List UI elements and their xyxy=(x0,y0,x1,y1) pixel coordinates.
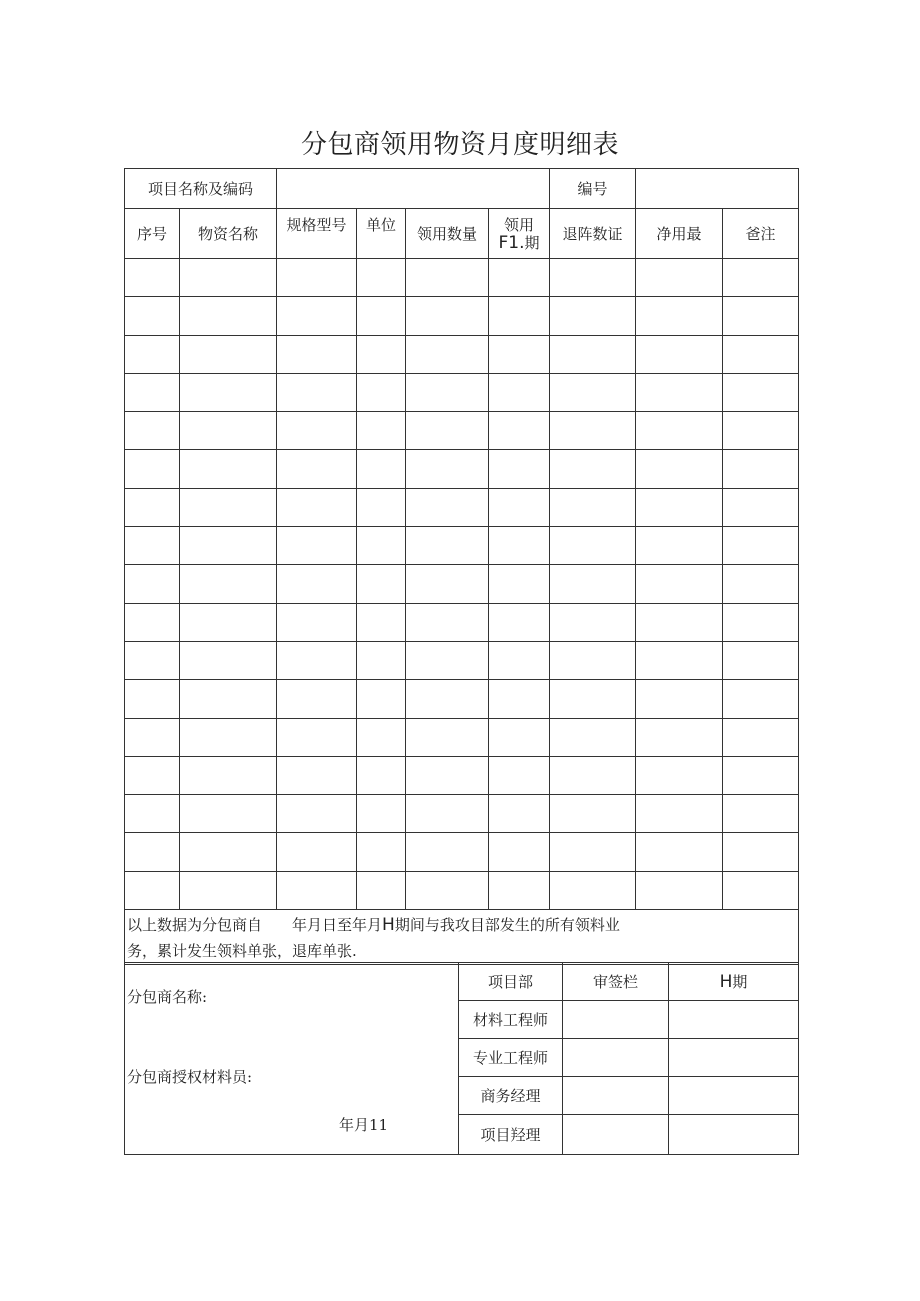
table-row xyxy=(125,412,799,450)
table-cell[interactable] xyxy=(723,565,799,603)
table-cell[interactable] xyxy=(489,718,550,756)
table-cell[interactable] xyxy=(180,450,277,488)
table-cell[interactable] xyxy=(125,871,180,909)
table-cell[interactable] xyxy=(489,527,550,565)
table-cell[interactable] xyxy=(125,335,180,373)
table-cell[interactable] xyxy=(125,756,180,794)
table-cell[interactable] xyxy=(277,603,357,641)
table-cell[interactable] xyxy=(636,641,723,679)
table-cell[interactable] xyxy=(406,718,489,756)
table-cell[interactable] xyxy=(406,488,489,526)
table-cell[interactable] xyxy=(180,680,277,718)
table-cell[interactable] xyxy=(277,833,357,871)
table-cell[interactable] xyxy=(406,833,489,871)
table-cell[interactable] xyxy=(277,373,357,411)
table-cell[interactable] xyxy=(723,450,799,488)
table-cell[interactable] xyxy=(180,833,277,871)
sub-name-label: 分包商名称: xyxy=(127,988,208,1006)
table-cell[interactable] xyxy=(406,871,489,909)
table-cell[interactable] xyxy=(406,412,489,450)
table-cell[interactable] xyxy=(550,373,636,411)
table-cell[interactable] xyxy=(636,565,723,603)
table-cell[interactable] xyxy=(406,795,489,833)
sub-date-label: 年月11 xyxy=(339,1116,389,1134)
table-cell[interactable] xyxy=(357,450,406,488)
table-cell[interactable] xyxy=(180,565,277,603)
table-cell[interactable] xyxy=(277,871,357,909)
table-cell[interactable] xyxy=(636,718,723,756)
table-cell[interactable] xyxy=(636,412,723,450)
table-cell[interactable] xyxy=(180,795,277,833)
subcontractor-panel xyxy=(125,963,459,1155)
table-cell[interactable] xyxy=(489,795,550,833)
table-cell[interactable] xyxy=(723,373,799,411)
table-cell[interactable] xyxy=(277,641,357,679)
table-cell[interactable] xyxy=(125,718,180,756)
table-cell[interactable] xyxy=(180,335,277,373)
table-cell[interactable] xyxy=(277,527,357,565)
table-cell[interactable] xyxy=(180,718,277,756)
table-row xyxy=(125,335,799,373)
table-row xyxy=(125,488,799,526)
note-part-c: H xyxy=(382,915,395,936)
table-cell[interactable] xyxy=(636,488,723,526)
table-cell[interactable] xyxy=(125,641,180,679)
note-part-a: 以上数据为分包商自 xyxy=(127,916,263,935)
table-cell[interactable] xyxy=(357,412,406,450)
project-name-label: 项目名称及编码 xyxy=(125,169,277,209)
table-cell[interactable] xyxy=(550,297,636,335)
table-cell[interactable] xyxy=(723,756,799,794)
col-seq: 序号 xyxy=(125,209,180,259)
table-cell[interactable] xyxy=(550,259,636,297)
sign-cell[interactable] xyxy=(563,1039,669,1077)
role-specialty-engineer: 专业工程师 xyxy=(459,1039,563,1077)
table-cell[interactable] xyxy=(550,527,636,565)
table-row xyxy=(125,871,799,909)
table-cell[interactable] xyxy=(406,603,489,641)
sign-cell[interactable] xyxy=(563,1001,669,1039)
table-cell[interactable] xyxy=(636,871,723,909)
col-date-header xyxy=(669,963,799,1001)
table-row xyxy=(125,259,799,297)
table-cell[interactable] xyxy=(277,335,357,373)
table-cell[interactable] xyxy=(550,795,636,833)
table-cell[interactable] xyxy=(180,488,277,526)
table-cell[interactable] xyxy=(636,450,723,488)
table-row xyxy=(125,833,799,871)
role-material-engineer: 材料工程师 xyxy=(459,1001,563,1039)
col-date-h: H xyxy=(719,972,733,992)
col-unit: 单位 xyxy=(357,209,406,259)
project-name-cell[interactable] xyxy=(277,169,550,209)
table-cell[interactable] xyxy=(723,680,799,718)
table-cell[interactable] xyxy=(277,259,357,297)
table-cell[interactable] xyxy=(636,756,723,794)
table-cell[interactable] xyxy=(489,871,550,909)
date-cell[interactable] xyxy=(669,1039,799,1077)
date-cell[interactable] xyxy=(669,1115,799,1155)
table-cell[interactable] xyxy=(277,795,357,833)
table-cell[interactable] xyxy=(357,603,406,641)
table-cell[interactable] xyxy=(550,680,636,718)
table-cell[interactable] xyxy=(406,527,489,565)
table-cell[interactable] xyxy=(125,259,180,297)
table-cell[interactable] xyxy=(277,488,357,526)
table-cell[interactable] xyxy=(550,871,636,909)
col-net-qty: 净用最 xyxy=(636,209,723,259)
table-cell[interactable] xyxy=(406,565,489,603)
table-row xyxy=(125,565,799,603)
table-cell[interactable] xyxy=(636,259,723,297)
table-cell[interactable] xyxy=(489,756,550,794)
table-cell[interactable] xyxy=(125,297,180,335)
table-cell[interactable] xyxy=(277,450,357,488)
sub-auth-label: 分包商授权材料员: xyxy=(127,1068,253,1086)
table-cell[interactable] xyxy=(489,412,550,450)
table-cell[interactable] xyxy=(357,335,406,373)
table-cell[interactable] xyxy=(723,718,799,756)
table-cell[interactable] xyxy=(277,412,357,450)
sign-cell[interactable] xyxy=(563,1115,669,1155)
table-cell[interactable] xyxy=(636,680,723,718)
date-cell[interactable] xyxy=(669,1001,799,1039)
number-cell[interactable] xyxy=(636,169,799,209)
table-cell[interactable] xyxy=(636,297,723,335)
table-cell[interactable] xyxy=(406,450,489,488)
table-cell[interactable] xyxy=(723,603,799,641)
table-row xyxy=(125,297,799,335)
role-business-manager: 商务经理 xyxy=(459,1077,563,1115)
table-cell[interactable] xyxy=(550,335,636,373)
table-cell[interactable] xyxy=(357,488,406,526)
col-date-top: 领用 xyxy=(504,215,535,234)
role-project-manager: 项目羟理 xyxy=(459,1115,563,1155)
summary-note xyxy=(125,910,799,965)
table-cell[interactable] xyxy=(406,641,489,679)
table-cell[interactable] xyxy=(180,373,277,411)
col-dept: 项目部 xyxy=(459,963,563,1001)
table-cell[interactable] xyxy=(489,488,550,526)
page-title: 分包商领用物资月度明细表 xyxy=(300,130,619,160)
table-cell[interactable] xyxy=(125,565,180,603)
table-cell[interactable] xyxy=(489,335,550,373)
table-cell[interactable] xyxy=(550,488,636,526)
table-cell[interactable] xyxy=(636,527,723,565)
table-cell[interactable] xyxy=(636,335,723,373)
table-cell[interactable] xyxy=(277,680,357,718)
table-cell[interactable] xyxy=(723,297,799,335)
table-cell[interactable] xyxy=(277,297,357,335)
note-line2: 务，累计发生领料单张，退库单张. xyxy=(127,942,357,961)
table-row xyxy=(125,603,799,641)
table-cell[interactable] xyxy=(180,603,277,641)
table-cell[interactable] xyxy=(489,450,550,488)
table-cell[interactable] xyxy=(357,259,406,297)
table-cell[interactable] xyxy=(489,565,550,603)
table-cell[interactable] xyxy=(723,871,799,909)
col-date-bot: 期 xyxy=(524,233,540,252)
table-cell[interactable] xyxy=(357,718,406,756)
table-cell[interactable] xyxy=(406,680,489,718)
table-cell[interactable] xyxy=(636,373,723,411)
table-cell[interactable] xyxy=(489,259,550,297)
table-row xyxy=(125,756,799,794)
table-cell[interactable] xyxy=(723,795,799,833)
table-cell[interactable] xyxy=(125,833,180,871)
table-cell[interactable] xyxy=(550,756,636,794)
table-cell[interactable] xyxy=(125,488,180,526)
table-cell[interactable] xyxy=(489,373,550,411)
table-cell[interactable] xyxy=(357,833,406,871)
table-cell[interactable] xyxy=(357,373,406,411)
table-cell[interactable] xyxy=(125,450,180,488)
signature-table xyxy=(124,962,799,1155)
table-cell[interactable] xyxy=(357,565,406,603)
table-cell[interactable] xyxy=(489,603,550,641)
table-cell[interactable] xyxy=(723,527,799,565)
table-cell[interactable] xyxy=(180,527,277,565)
table-cell[interactable] xyxy=(723,335,799,373)
table-cell[interactable] xyxy=(489,680,550,718)
table-cell[interactable] xyxy=(406,297,489,335)
table-cell[interactable] xyxy=(489,641,550,679)
table-cell[interactable] xyxy=(125,412,180,450)
table-cell[interactable] xyxy=(723,833,799,871)
table-cell[interactable] xyxy=(406,373,489,411)
table-row xyxy=(125,527,799,565)
table-cell[interactable] xyxy=(180,641,277,679)
table-cell[interactable] xyxy=(277,756,357,794)
col-qty: 领用数量 xyxy=(406,209,489,259)
table-cell[interactable] xyxy=(357,680,406,718)
col-material-name: 物资名称 xyxy=(180,209,277,259)
table-cell[interactable] xyxy=(723,641,799,679)
table-cell[interactable] xyxy=(180,259,277,297)
table-cell[interactable] xyxy=(277,718,357,756)
table-cell[interactable] xyxy=(125,603,180,641)
col-remark: 爸注 xyxy=(723,209,799,259)
number-label: 编号 xyxy=(550,169,636,209)
table-cell[interactable] xyxy=(489,833,550,871)
table-cell[interactable] xyxy=(550,833,636,871)
table-cell[interactable] xyxy=(723,259,799,297)
table-cell[interactable] xyxy=(636,833,723,871)
table-cell[interactable] xyxy=(406,259,489,297)
table-cell[interactable] xyxy=(357,795,406,833)
table-cell[interactable] xyxy=(550,450,636,488)
table-cell[interactable] xyxy=(357,527,406,565)
sign-cell[interactable] xyxy=(563,1077,669,1115)
table-cell[interactable] xyxy=(180,297,277,335)
col-date-rest: 期 xyxy=(732,973,748,991)
table-cell[interactable] xyxy=(550,718,636,756)
table-cell[interactable] xyxy=(357,871,406,909)
table-row xyxy=(125,373,799,411)
table-cell[interactable] xyxy=(357,297,406,335)
note-part-b: 年月日至年月 xyxy=(292,916,383,935)
table-cell[interactable] xyxy=(636,795,723,833)
col-date xyxy=(489,209,550,259)
table-cell[interactable] xyxy=(550,603,636,641)
table-row xyxy=(125,450,799,488)
table-cell[interactable] xyxy=(723,412,799,450)
table-row xyxy=(125,795,799,833)
table-cell[interactable] xyxy=(125,680,180,718)
table-cell[interactable] xyxy=(180,871,277,909)
table-cell[interactable] xyxy=(125,527,180,565)
table-cell[interactable] xyxy=(723,488,799,526)
col-return-qty: 退阵数证 xyxy=(550,209,636,259)
material-detail-table xyxy=(124,168,799,965)
table-cell[interactable] xyxy=(357,641,406,679)
table-cell[interactable] xyxy=(357,756,406,794)
table-cell[interactable] xyxy=(550,641,636,679)
table-cell[interactable] xyxy=(636,603,723,641)
table-cell[interactable] xyxy=(406,335,489,373)
col-date-mid: F1. xyxy=(498,232,525,253)
table-cell[interactable] xyxy=(550,412,636,450)
date-cell[interactable] xyxy=(669,1077,799,1115)
table-row xyxy=(125,718,799,756)
col-sign: 审签栏 xyxy=(563,963,669,1001)
table-row xyxy=(125,641,799,679)
table-row xyxy=(125,680,799,718)
note-part-d: 期间与我攻目部发生的所有领料业 xyxy=(394,916,620,935)
table-cell[interactable] xyxy=(489,297,550,335)
col-spec: 规格型号 xyxy=(277,209,357,259)
table-cell[interactable] xyxy=(180,412,277,450)
table-cell[interactable] xyxy=(180,756,277,794)
table-cell[interactable] xyxy=(406,756,489,794)
table-cell[interactable] xyxy=(125,373,180,411)
table-cell[interactable] xyxy=(550,565,636,603)
blank-rows xyxy=(125,259,799,910)
table-cell[interactable] xyxy=(277,565,357,603)
table-cell[interactable] xyxy=(125,795,180,833)
